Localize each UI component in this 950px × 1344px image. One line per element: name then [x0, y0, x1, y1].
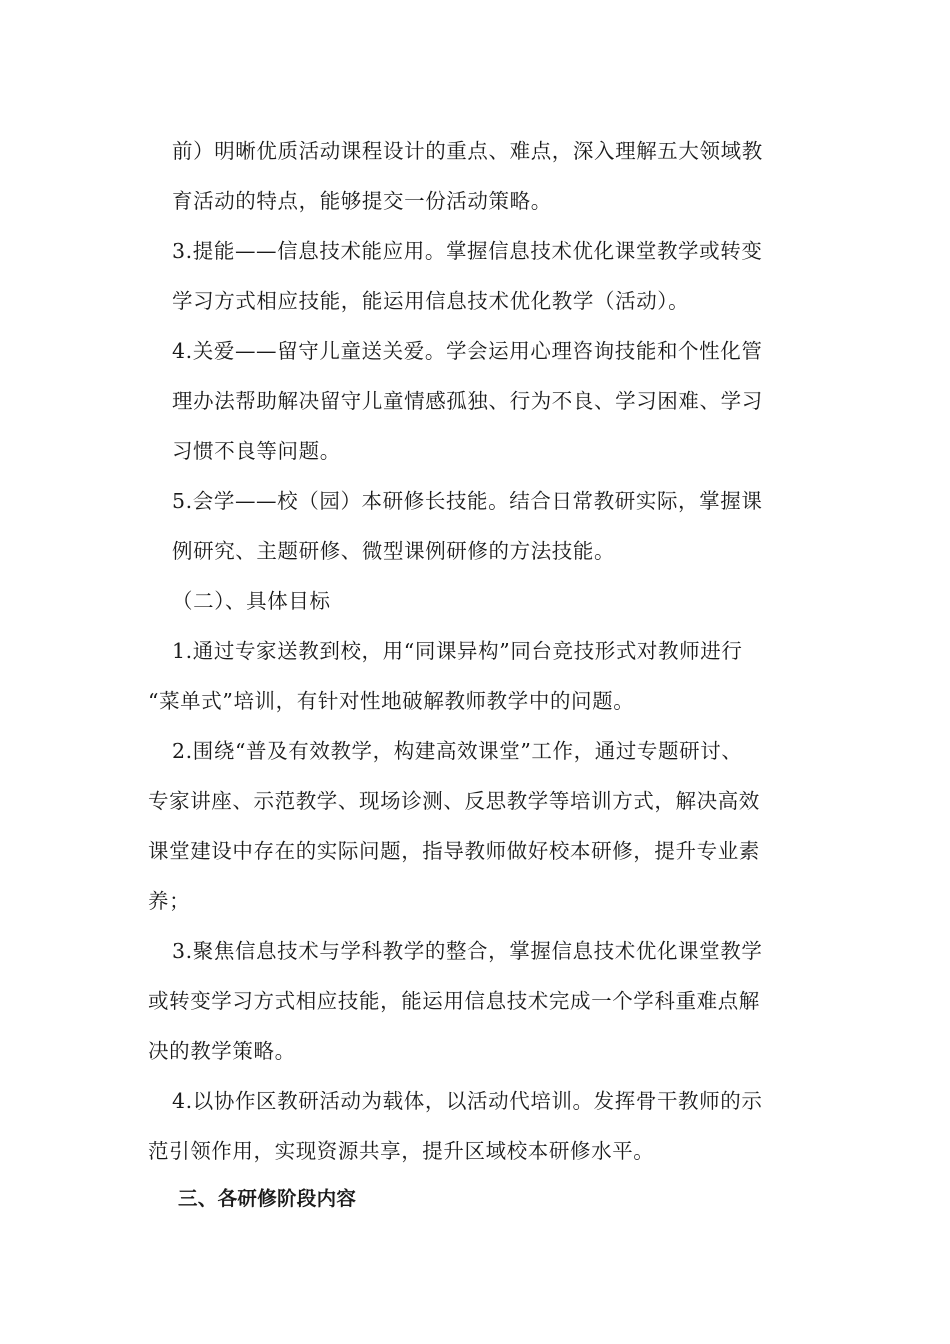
text-line: 习惯不良等问题。: [172, 439, 341, 463]
text-line: 育活动的特点，能够提交一份活动策略。: [172, 189, 552, 213]
text-line: 1.通过专家送教到校，用“同课异构”同台竞技形式对教师进行: [172, 639, 743, 663]
text-line: 例研究、主题研修、微型课例研修的方法技能。: [172, 539, 616, 563]
section-heading: 三、各研修阶段内容: [178, 1187, 357, 1210]
text-line: “菜单式”培训，有针对性地破解教师教学中的问题。: [148, 689, 635, 713]
text-line: 养；: [148, 889, 191, 913]
text-line: 3.提能——信息技术能应用。掌握信息技术优化课堂教学或转变: [172, 239, 763, 263]
text-line: 4.以协作区教研活动为载体，以活动代培训。发挥骨干教师的示: [172, 1089, 763, 1113]
text-line: 前）明晰优质活动课程设计的重点、难点，深入理解五大领域教: [172, 139, 763, 163]
text-line: 5.会学——校（园）本研修长技能。结合日常教研实际，掌握课: [172, 489, 763, 513]
text-line: 2.围绕“普及有效教学，构建高效课堂”工作，通过专题研讨、: [172, 739, 743, 763]
text-line: 4.关爱——留守儿童送关爱。学会运用心理咨询技能和个性化管: [172, 339, 763, 363]
text-line: 3.聚焦信息技术与学科教学的整合，掌握信息技术优化课堂教学: [172, 939, 763, 963]
text-line: 课堂建设中存在的实际问题，指导教师做好校本研修，提升专业素: [148, 839, 760, 863]
subsection-heading: （二）、具体目标: [172, 589, 331, 613]
text-line: 理办法帮助解决留守儿童情感孤独、行为不良、学习困难、学习: [172, 389, 763, 413]
text-line: 范引领作用，实现资源共享，提升区域校本研修水平。: [148, 1139, 655, 1163]
text-line: 或转变学习方式相应技能，能运用信息技术完成一个学科重难点解: [148, 989, 760, 1013]
text-line: 决的教学策略。: [148, 1039, 296, 1063]
text-line: 专家讲座、示范教学、现场诊测、反思教学等培训方式，解决高效: [148, 789, 760, 813]
text-line: 学习方式相应技能，能运用信息技术优化教学（活动）。: [172, 289, 690, 313]
